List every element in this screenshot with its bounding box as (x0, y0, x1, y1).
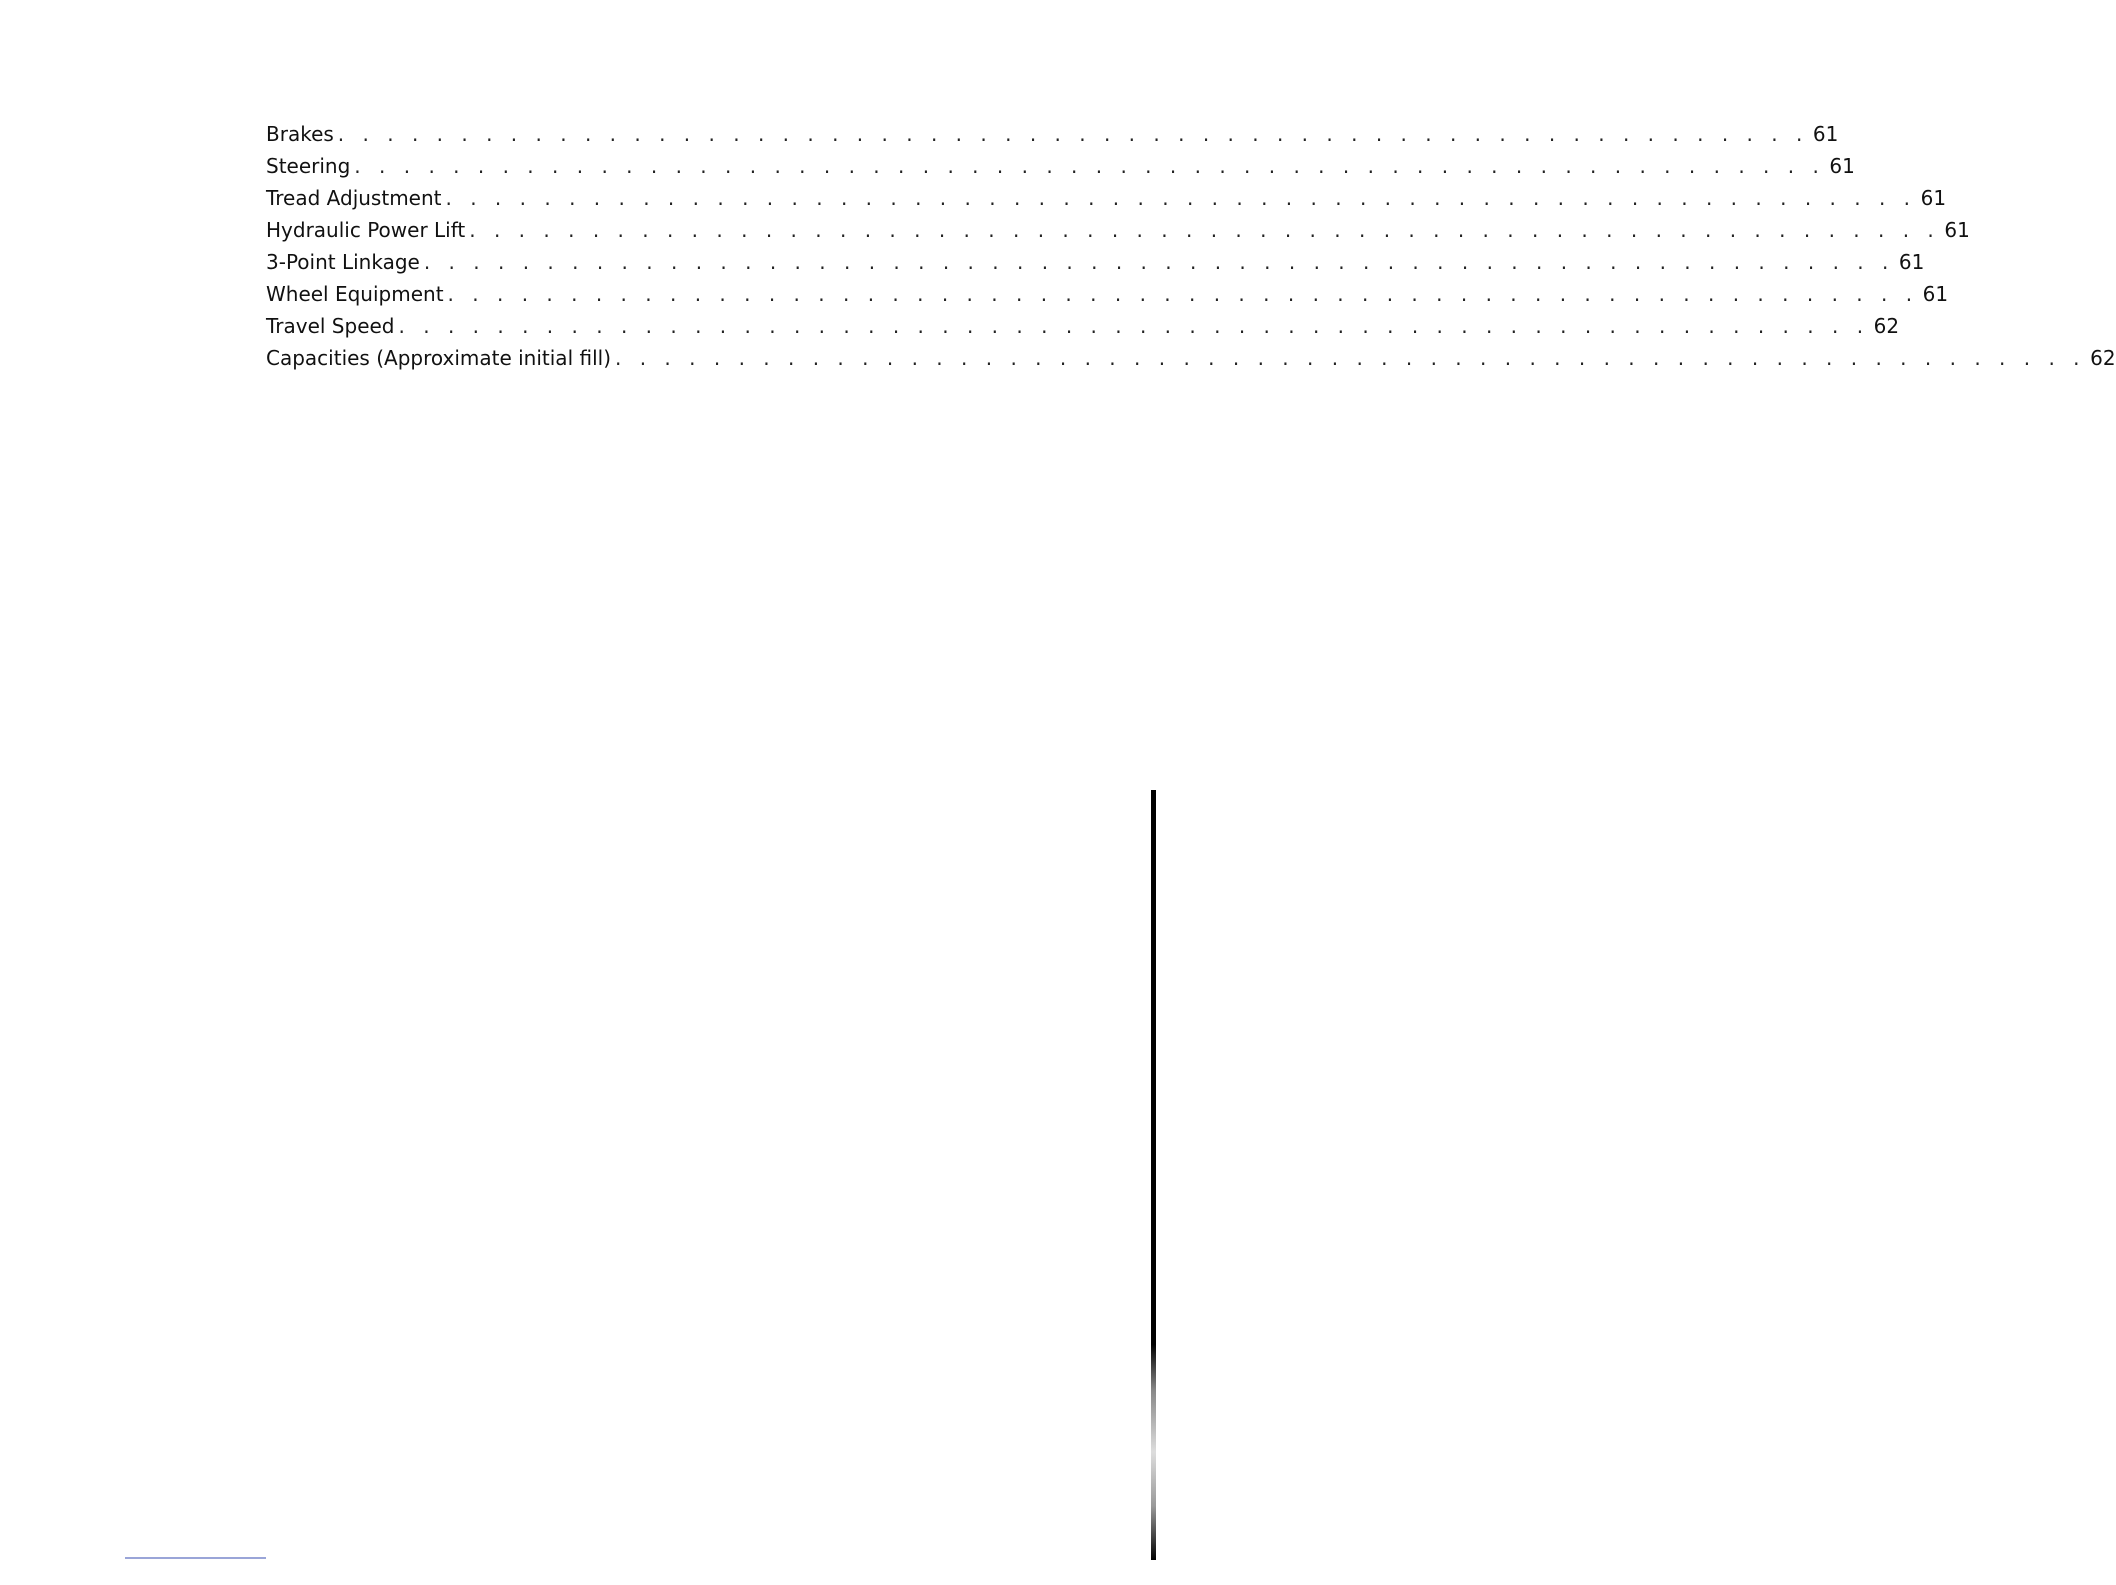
toc-entry-title: Travel Speed (266, 314, 395, 338)
toc-page-number: 61 (1829, 154, 1855, 178)
toc-entry-wheel-equipment (266, 278, 1949, 310)
dot-leader: . . . . . . . . . . . . . . . . . . . . . . . . . . . . . . . . . . . . . . . . . . . . . . . . . . . . . . . . . . . . (469, 218, 1940, 242)
table-of-contents (266, 118, 2116, 374)
dot-leader: . . . . . . . . . . . . . . . . . . . . . . . . . . . . . . . . . . . . . . . . . . . . . . . . . . . . . . . . . . . . (354, 154, 1825, 178)
toc-entry-hydraulic-power-lift (266, 214, 1970, 246)
dot-leader: . . . . . . . . . . . . . . . . . . . . . . . . . . . . . . . . . . . . . . . . . . . . . . . . . . . . . . . . . . . . (447, 282, 1919, 306)
dot-leader: . . . . . . . . . . . . . . . . . . . . . . . . . . . . . . . . . . . . . . . . . . . . . . . . . . . . . . . . . . . . (423, 250, 1895, 274)
toc-page-number: 61 (1812, 122, 1839, 146)
toc-entry-title: 3-Point Linkage (266, 250, 420, 274)
toc-entry-title: Capacities (Approximate initial fill) (266, 346, 611, 370)
dot-leader: . . . . . . . . . . . . . . . . . . . . . . . . . . . . . . . . . . . . . . . . . . . . . . . . . . . . . . . . . . . . (398, 314, 1870, 338)
toc-entry-3-point-linkage (266, 246, 1925, 278)
dot-leader: . . . . . . . . . . . . . . . . . . . . . . . . . . . . . . . . . . . . . . . . . . . . . . . . . . . . . . . . . . . . (445, 186, 1917, 210)
toc-entry-title: Tread Adjustment (266, 186, 442, 210)
dot-leader: . . . . . . . . . . . . . . . . . . . . . . . . . . . . . . . . . . . . . . . . . . . . . . . . . . . . . . . . . . . . (615, 346, 2086, 370)
toc-entry-title: Steering (266, 154, 351, 178)
toc-page-number: 62 (1873, 314, 1900, 338)
toc-page-number: 61 (1922, 282, 1949, 306)
toc-entry-brakes (266, 118, 1839, 150)
toc-entry-travel-speed (266, 310, 1900, 342)
toc-entry-title: Brakes (266, 122, 334, 146)
page-edge-bar (1151, 790, 1156, 1560)
toc-entry-tread-adjustment (266, 182, 1947, 214)
toc-page-number: 61 (1920, 186, 1947, 210)
bottom-rule (125, 1557, 266, 1559)
toc-page-number: 61 (1898, 250, 1925, 274)
toc-page-number: 62 (2090, 346, 2116, 370)
dot-leader: . . . . . . . . . . . . . . . . . . . . . . . . . . . . . . . . . . . . . . . . . . . . . . . . . . . . . . . . . . . . (337, 122, 1809, 146)
toc-page-number: 61 (1944, 218, 1970, 242)
toc-entry-title: Hydraulic Power Lift (266, 218, 466, 242)
toc-entry-title: Wheel Equipment (266, 282, 444, 306)
toc-entry-capacities (266, 342, 2116, 374)
toc-entry-steering (266, 150, 1855, 182)
